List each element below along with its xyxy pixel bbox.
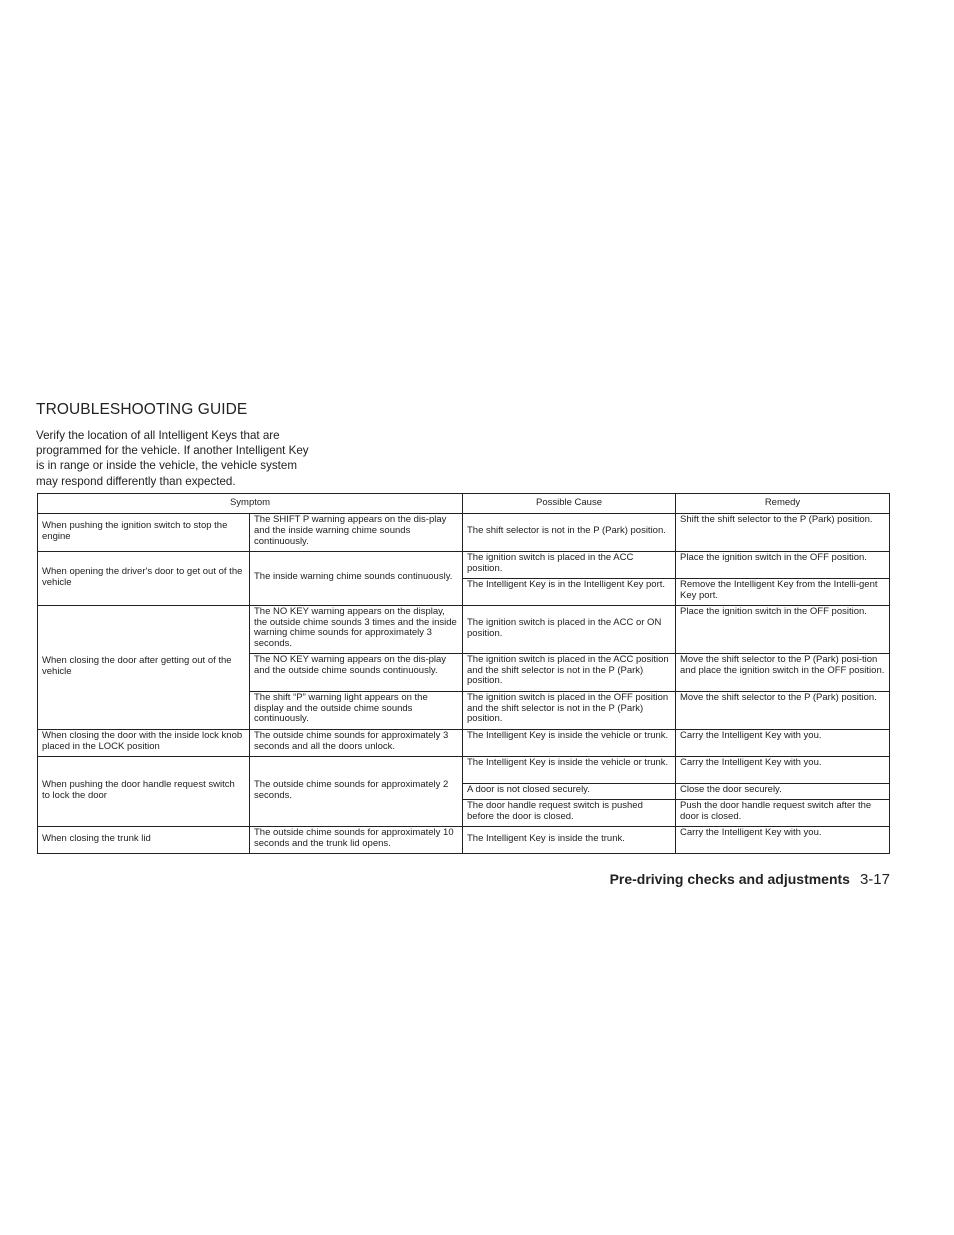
table-row [38,552,890,579]
detail-cell: The shift “P” warning light appears on the display and the outside chime sounds continuously. [250,692,463,730]
detail-cell: The outside chime sounds for approximately 10 seconds and the trunk lid opens. [250,827,463,854]
header-remedy: Remedy [676,494,890,514]
troubleshooting-table [37,493,890,854]
table-row [38,730,890,757]
remedy-cell: Move the shift selector to the P (Park) posi-tion and place the ignition switch in the OFF position. [676,654,890,692]
detail-cell: The outside chime sounds for approximately 2 seconds. [250,757,463,827]
detail-cell: The outside chime sounds for approximately 3 seconds and all the doors unlock. [250,730,463,757]
symptom-cell: When closing the door after getting out of the vehicle [38,606,250,730]
remedy-cell: Move the shift selector to the P (Park) position. [676,692,890,730]
remedy-cell: Shift the shift selector to the P (Park) position. [676,514,890,552]
cause-cell: The Intelligent Key is inside the trunk. [463,827,676,854]
remedy-cell: Place the ignition switch in the OFF position. [676,552,890,579]
table-row [38,606,890,654]
table-row [38,827,890,854]
table-row [38,514,890,552]
page-number: 3-17 [859,871,890,888]
cause-cell: The door handle request switch is pushed before the door is closed. [463,800,676,827]
cause-cell: The Intelligent Key is inside the vehicle or trunk. [463,757,676,784]
intro-paragraph: Verify the location of all Intelligent Keys that are programmed for the vehicle. If another Intelligent Key is in range or inside the vehicle, the vehicle system may respond differently than expected. [36,429,309,488]
table-row [38,757,890,784]
detail-cell: The inside warning chime sounds continuously. [250,552,463,606]
footer-section-title: Pre-driving checks and adjustments [609,871,850,887]
cause-cell: A door is not closed securely. [463,784,676,800]
cause-cell: The shift selector is not in the P (Park) position. [463,514,676,552]
symptom-cell: When closing the door with the inside lock knob placed in the LOCK position [38,730,250,757]
detail-cell: The SHIFT P warning appears on the dis-play and the inside warning chime sounds continuously. [250,514,463,552]
remedy-cell: Place the ignition switch in the OFF position. [676,606,890,654]
remedy-cell: Carry the Intelligent Key with you. [676,757,890,784]
symptom-cell: When opening the driver's door to get out of the vehicle [38,552,250,606]
symptom-cell: When pushing the ignition switch to stop the engine [38,514,250,552]
remedy-cell: Close the door securely. [676,784,890,800]
detail-cell: The NO KEY warning appears on the dis-play and the outside chime sounds continuously. [250,654,463,692]
page-footer [610,871,890,888]
header-symptom: Symptom [38,494,463,514]
header-possible-cause: Possible Cause [463,494,676,514]
page-title: TROUBLESHOOTING GUIDE [36,401,248,418]
detail-cell: The NO KEY warning appears on the display, the outside chime sounds 3 times and the inside warning chime sounds for approximately 3 seconds. [250,606,463,654]
cause-cell: The Intelligent Key is in the Intelligent Key port. [463,579,676,606]
cause-cell: The Intelligent Key is inside the vehicle or trunk. [463,730,676,757]
cause-cell: The ignition switch is placed in the ACC or ON position. [463,606,676,654]
cause-cell: The ignition switch is placed in the OFF position and the shift selector is not in the P (Park) position. [463,692,676,730]
remedy-cell: Carry the Intelligent Key with you. [676,827,890,854]
symptom-cell: When closing the trunk lid [38,827,250,854]
remedy-cell: Push the door handle request switch after the door is closed. [676,800,890,827]
cause-cell: The ignition switch is placed in the ACC position. [463,552,676,579]
table-header-row [38,494,890,514]
remedy-cell: Remove the Intelligent Key from the Intelli-gent Key port. [676,579,890,606]
remedy-cell: Carry the Intelligent Key with you. [676,730,890,757]
cause-cell: The ignition switch is placed in the ACC position and the shift selector is not in the P (Park) position. [463,654,676,692]
symptom-cell: When pushing the door handle request switch to lock the door [38,757,250,827]
